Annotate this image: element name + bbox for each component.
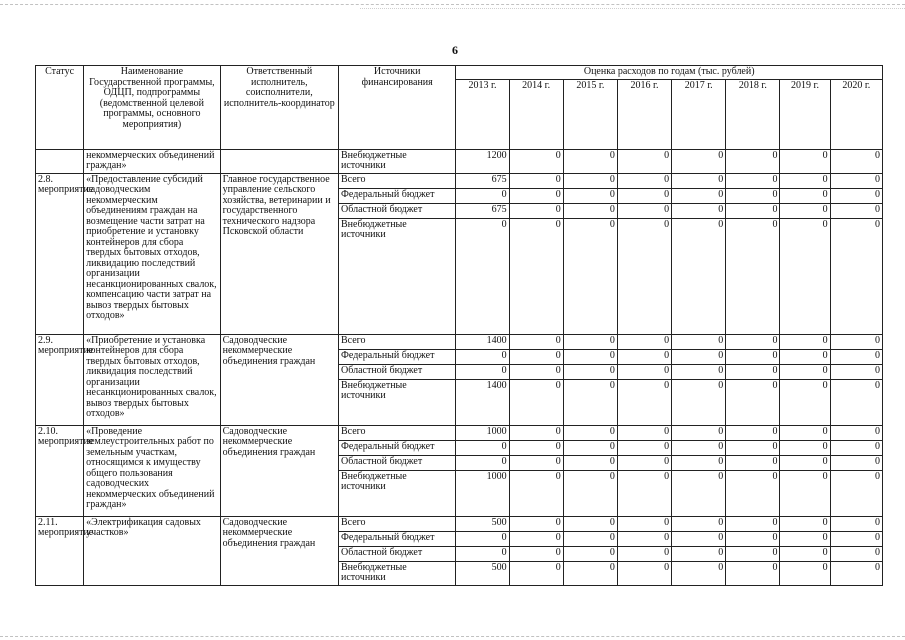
header-executor: Ответственный исполнитель, соисполнители, исполнитель-координатор <box>220 66 338 150</box>
value-cell: 0 <box>726 455 780 470</box>
value-cell: 0 <box>456 218 509 334</box>
value-cell: 0 <box>672 440 726 455</box>
value-cell: 0 <box>617 516 671 531</box>
value-cell: 0 <box>830 173 882 188</box>
value-cell: 0 <box>726 218 780 334</box>
value-cell: 0 <box>780 379 830 425</box>
value-cell: 0 <box>509 455 563 470</box>
value-cell: 0 <box>780 149 830 173</box>
value-cell: 0 <box>780 218 830 334</box>
value-cell: 0 <box>830 425 882 440</box>
source-cell: Всего <box>339 425 456 440</box>
header-year: 2014 г. <box>509 79 563 149</box>
value-cell: 0 <box>726 334 780 349</box>
value-cell: 0 <box>509 173 563 188</box>
value-cell: 0 <box>509 425 563 440</box>
value-cell: 0 <box>830 379 882 425</box>
value-cell: 0 <box>509 149 563 173</box>
value-cell: 0 <box>563 440 617 455</box>
value-cell: 0 <box>617 470 671 516</box>
header-sources: Источники финансирования <box>339 66 456 150</box>
value-cell: 0 <box>672 455 726 470</box>
value-cell: 0 <box>563 149 617 173</box>
value-cell: 0 <box>509 334 563 349</box>
value-cell: 0 <box>672 546 726 561</box>
value-cell: 1400 <box>456 334 509 349</box>
value-cell: 0 <box>509 561 563 585</box>
executor-cell: Садоводческие некоммерческие объединения граждан <box>220 334 338 425</box>
source-cell: Всего <box>339 334 456 349</box>
name-cell: «Приобретение и установка контейнеров для сбора твердых бытовых отходов, ликвидация последствий организации несанкционированных свалок, вывоз твердых бытовых отходов» <box>84 334 220 425</box>
value-cell: 0 <box>563 349 617 364</box>
scan-top-edge-2 <box>360 8 905 9</box>
value-cell: 0 <box>780 516 830 531</box>
value-cell: 0 <box>830 364 882 379</box>
value-cell: 0 <box>563 364 617 379</box>
value-cell: 0 <box>780 349 830 364</box>
source-cell: Всего <box>339 516 456 531</box>
value-cell: 0 <box>726 364 780 379</box>
value-cell: 0 <box>780 546 830 561</box>
table-row <box>36 516 883 531</box>
value-cell: 0 <box>563 546 617 561</box>
value-cell: 0 <box>563 188 617 203</box>
value-cell: 0 <box>563 531 617 546</box>
table-row <box>36 173 883 188</box>
value-cell: 0 <box>509 516 563 531</box>
value-cell: 0 <box>617 334 671 349</box>
source-cell: Федеральный бюджет <box>339 531 456 546</box>
status-cell: 2.11. мероприятие <box>36 516 84 585</box>
header-status: Статус <box>36 66 84 150</box>
value-cell: 0 <box>726 561 780 585</box>
value-cell: 0 <box>563 218 617 334</box>
value-cell: 0 <box>456 364 509 379</box>
value-cell: 0 <box>509 531 563 546</box>
value-cell: 0 <box>617 455 671 470</box>
value-cell: 0 <box>617 531 671 546</box>
value-cell: 0 <box>563 173 617 188</box>
value-cell: 0 <box>830 531 882 546</box>
value-cell: 0 <box>830 218 882 334</box>
value-cell: 0 <box>780 203 830 218</box>
executor-cell: Садоводческие некоммерческие объединения граждан <box>220 516 338 585</box>
value-cell: 1200 <box>456 149 509 173</box>
source-cell: Областной бюджет <box>339 455 456 470</box>
scan-bottom-edge <box>0 636 905 637</box>
value-cell: 0 <box>617 379 671 425</box>
value-cell: 0 <box>780 173 830 188</box>
value-cell: 0 <box>672 470 726 516</box>
value-cell: 0 <box>563 561 617 585</box>
name-cell: «Электрификация садовых участков» <box>84 516 220 585</box>
value-cell: 0 <box>830 149 882 173</box>
value-cell: 500 <box>456 516 509 531</box>
value-cell: 0 <box>617 561 671 585</box>
scan-top-edge <box>0 4 905 5</box>
header-year: 2015 г. <box>563 79 617 149</box>
value-cell: 0 <box>617 218 671 334</box>
value-cell: 0 <box>830 455 882 470</box>
value-cell: 0 <box>780 470 830 516</box>
value-cell: 0 <box>563 516 617 531</box>
value-cell: 0 <box>672 218 726 334</box>
value-cell: 0 <box>617 203 671 218</box>
value-cell: 0 <box>830 203 882 218</box>
value-cell: 0 <box>780 425 830 440</box>
header-year: 2013 г. <box>456 79 509 149</box>
source-cell: Федеральный бюджет <box>339 440 456 455</box>
source-cell: Федеральный бюджет <box>339 188 456 203</box>
executor-cell: Садоводческие некоммерческие объединения граждан <box>220 425 338 516</box>
status-cell: 2.10. мероприятие <box>36 425 84 516</box>
value-cell: 0 <box>509 364 563 379</box>
name-cell: «Проведение землеустроительных работ по земельным участкам, относящимся к имуществу общего пользования садоводческих некоммерческих объединений граждан» <box>84 425 220 516</box>
value-cell: 0 <box>726 531 780 546</box>
header-year: 2017 г. <box>672 79 726 149</box>
name-cell: «Предоставление субсидий садоводческим некоммерческим объединениям граждан на возмещение части затрат на приобретение и установку контейнеров для сбора твердых бытовых отходов, ликвидацию последствий организации несанкционированных свалок, компенсацию части затрат на вывоз твердых бытовых отходов» <box>84 173 220 334</box>
value-cell: 0 <box>780 561 830 585</box>
value-cell: 0 <box>726 546 780 561</box>
header-year: 2020 г. <box>830 79 882 149</box>
value-cell: 0 <box>672 334 726 349</box>
value-cell: 0 <box>780 531 830 546</box>
value-cell: 0 <box>617 364 671 379</box>
value-cell: 0 <box>509 188 563 203</box>
value-cell: 0 <box>780 364 830 379</box>
value-cell: 0 <box>726 149 780 173</box>
value-cell: 0 <box>563 455 617 470</box>
value-cell: 0 <box>672 173 726 188</box>
value-cell: 0 <box>830 349 882 364</box>
value-cell: 0 <box>780 455 830 470</box>
name-cell: некоммерческих объединений граждан» <box>84 149 220 173</box>
value-cell: 0 <box>509 203 563 218</box>
value-cell: 0 <box>672 188 726 203</box>
value-cell: 0 <box>509 440 563 455</box>
value-cell: 0 <box>672 349 726 364</box>
value-cell: 1400 <box>456 379 509 425</box>
table-row <box>36 425 883 440</box>
value-cell: 0 <box>830 440 882 455</box>
value-cell: 0 <box>830 188 882 203</box>
page-number: 6 <box>452 43 458 57</box>
source-cell: Всего <box>339 173 456 188</box>
value-cell: 675 <box>456 203 509 218</box>
value-cell: 0 <box>726 425 780 440</box>
value-cell: 0 <box>617 440 671 455</box>
value-cell: 0 <box>726 470 780 516</box>
value-cell: 0 <box>509 470 563 516</box>
header-year: 2018 г. <box>726 79 780 149</box>
value-cell: 0 <box>563 203 617 218</box>
value-cell: 0 <box>780 188 830 203</box>
value-cell: 675 <box>456 173 509 188</box>
value-cell: 0 <box>509 218 563 334</box>
value-cell: 0 <box>456 188 509 203</box>
executor-cell: Главное государственное управление сельского хозяйства, ветеринарии и государственного технического надзора Псковской области <box>220 173 338 334</box>
header-year: 2019 г. <box>780 79 830 149</box>
value-cell: 0 <box>830 561 882 585</box>
source-cell: Федеральный бюджет <box>339 349 456 364</box>
value-cell: 0 <box>780 440 830 455</box>
value-cell: 0 <box>830 470 882 516</box>
header-name: Наименование Государственной программы, ОДЦП, подпрограммы (ведомственной целевой программы, основного мероприятия) <box>84 66 220 150</box>
value-cell: 0 <box>830 334 882 349</box>
value-cell: 0 <box>617 425 671 440</box>
value-cell: 0 <box>726 188 780 203</box>
value-cell: 1000 <box>456 425 509 440</box>
table-row <box>36 149 883 173</box>
value-cell: 0 <box>456 349 509 364</box>
value-cell: 0 <box>672 203 726 218</box>
source-cell: Областной бюджет <box>339 364 456 379</box>
value-cell: 0 <box>780 334 830 349</box>
table-row <box>36 334 883 349</box>
value-cell: 0 <box>726 516 780 531</box>
value-cell: 0 <box>563 334 617 349</box>
source-cell: Внебюджетные источники <box>339 470 456 516</box>
value-cell: 0 <box>509 379 563 425</box>
value-cell: 0 <box>617 546 671 561</box>
source-cell: Внебюджетные источники <box>339 561 456 585</box>
value-cell: 0 <box>617 349 671 364</box>
value-cell: 0 <box>456 531 509 546</box>
value-cell: 0 <box>509 546 563 561</box>
value-cell: 0 <box>726 379 780 425</box>
value-cell: 0 <box>830 546 882 561</box>
value-cell: 0 <box>456 455 509 470</box>
header-estimate: Оценка расходов по годам (тыс. рублей) <box>456 66 883 80</box>
value-cell: 0 <box>563 425 617 440</box>
value-cell: 0 <box>456 440 509 455</box>
value-cell: 0 <box>672 364 726 379</box>
value-cell: 0 <box>456 546 509 561</box>
header-year: 2016 г. <box>617 79 671 149</box>
executor-cell <box>220 149 338 173</box>
status-cell: 2.9. мероприятие <box>36 334 84 425</box>
value-cell: 0 <box>617 173 671 188</box>
value-cell: 0 <box>726 203 780 218</box>
source-cell: Внебюджетные источники <box>339 149 456 173</box>
value-cell: 0 <box>617 188 671 203</box>
value-cell: 0 <box>672 516 726 531</box>
expenditure-table <box>35 65 883 586</box>
value-cell: 0 <box>726 173 780 188</box>
value-cell: 0 <box>672 425 726 440</box>
value-cell: 0 <box>509 349 563 364</box>
value-cell: 0 <box>563 379 617 425</box>
value-cell: 0 <box>672 531 726 546</box>
source-cell: Областной бюджет <box>339 546 456 561</box>
value-cell: 0 <box>672 379 726 425</box>
value-cell: 0 <box>672 561 726 585</box>
value-cell: 0 <box>563 470 617 516</box>
value-cell: 0 <box>726 349 780 364</box>
source-cell: Внебюджетные источники <box>339 218 456 334</box>
source-cell: Областной бюджет <box>339 203 456 218</box>
value-cell: 0 <box>672 149 726 173</box>
value-cell: 0 <box>617 149 671 173</box>
value-cell: 500 <box>456 561 509 585</box>
value-cell: 0 <box>726 440 780 455</box>
value-cell: 1000 <box>456 470 509 516</box>
status-cell <box>36 149 84 173</box>
status-cell: 2.8. мероприятие <box>36 173 84 334</box>
source-cell: Внебюджетные источники <box>339 379 456 425</box>
value-cell: 0 <box>830 516 882 531</box>
